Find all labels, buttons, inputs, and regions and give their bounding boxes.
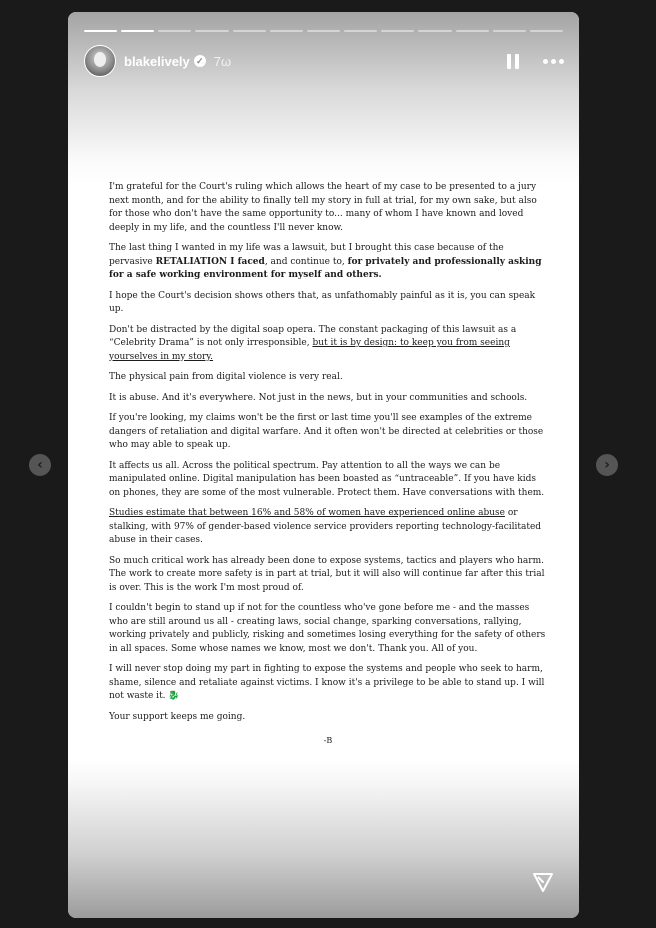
- avatar[interactable]: [84, 45, 116, 77]
- paragraph: So much critical work has already been done to expose systems, tactics and players who harm. The work to create more safety is in part at trial, but it will also will continue far after this trial is over. This is the work I'm most proud of.: [109, 555, 545, 593]
- paragraph: I couldn't begin to stand up if not for the countless who've gone before me - and the masses who are still around us all - creating laws, social change, sparking conversations, rallying, working privately and publicly, risking and sometimes losing everything for the safety of others in all spaces. Some whose names we know, most we don't. Thank you. All of you.: [109, 603, 546, 654]
- progress-segment: [530, 30, 563, 32]
- paragraph: It affects us all. Across the political spectrum. Pay attention to all the ways we can be manipulated online. Digital manipulation has been boasted as “untraceable”. If you have kids on phones, they are some of the most vulnerable. Protect them. Have conversations with them.: [109, 460, 545, 498]
- paragraph: If you're looking, my claims won't be the first or last time you'll see examples of the extreme dangers of retaliation and digital warfare. And it often won't be directed at celebrities or those who may able to speak up.: [109, 413, 544, 450]
- story-header: [84, 45, 565, 77]
- username[interactable]: blakelively: [124, 53, 190, 69]
- previous-story-button[interactable]: [29, 454, 51, 476]
- bottom-gradient: [68, 758, 579, 918]
- paragraph: Don't be distracted by the digital soap opera. The constant packaging of this lawsuit as a “Celebrity Drama” is not only irresponsible, but it is by design: to keep you from seeing yourselves in my story.: [109, 324, 517, 362]
- paragraph: The physical pain from digital violence is very real.: [109, 372, 343, 382]
- paragraph: Studies estimate that between 16% and 58% of women have experienced online abuse or stalking, with 97% of gender-based violence service providers reporting technology-facilitated abuse in their cases.: [109, 508, 542, 545]
- more-options-button[interactable]: [541, 51, 565, 71]
- paragraph: I'm grateful for the Court's ruling which allows the heart of my case to be presented to a jury next month, and for the ability to finally tell my story in full at trial, for my own sake, but also for those who don't have the same opportunity to... many of whom I have known and loved deeply in my life, and the countless I'll never know.: [109, 182, 537, 233]
- verified-badge-icon: ✓: [194, 55, 206, 67]
- chevron-left-icon: ‹: [37, 457, 43, 473]
- story-timestamp: 7ω: [213, 53, 232, 69]
- pause-icon: [507, 54, 511, 69]
- progress-segment: [195, 30, 228, 32]
- progress-segment: [158, 30, 191, 32]
- send-icon: [531, 870, 555, 894]
- paragraph: I will never stop doing my part in fighting to expose the systems and people who seek to harm, shame, silence and retaliate against victims. I know it's a privilege to be able to stand up. I will not waste it. 🐉: [109, 664, 545, 701]
- story-progress-bar: [84, 30, 563, 32]
- story-viewer[interactable]: [68, 12, 579, 918]
- progress-segment: [270, 30, 303, 32]
- top-gradient: [68, 12, 579, 187]
- progress-segment: [233, 30, 266, 32]
- progress-segment: [344, 30, 377, 32]
- progress-segment: [493, 30, 526, 32]
- progress-segment: [121, 30, 154, 32]
- signature: -B: [323, 736, 333, 745]
- paragraph: The last thing I wanted in my life was a lawsuit, but I brought this case because of the pervasive RETALIATION I faced, and continue to, for privately and professionally asking for a safe working environment for myself and others.: [109, 243, 542, 280]
- paragraph: Your support keeps me going.: [109, 711, 246, 722]
- progress-segment: [456, 30, 489, 32]
- paragraph: It is abuse. And it's everywhere. Not just in the news, but in your communities and schools.: [109, 392, 528, 403]
- paragraph: I hope the Court's decision shows others that, as unfathomably painful as it is, you can speak up.: [109, 290, 536, 314]
- pause-button[interactable]: [503, 51, 523, 71]
- statement-text: [109, 181, 547, 748]
- next-story-button[interactable]: [596, 454, 618, 476]
- progress-segment: [381, 30, 414, 32]
- more-options-icon: [543, 59, 548, 64]
- progress-segment: [307, 30, 340, 32]
- progress-segment: [84, 30, 117, 32]
- chevron-right-icon: ›: [604, 457, 610, 473]
- dragon-emoji: 🐉: [168, 691, 180, 701]
- send-button[interactable]: [531, 870, 555, 894]
- progress-segment: [418, 30, 451, 32]
